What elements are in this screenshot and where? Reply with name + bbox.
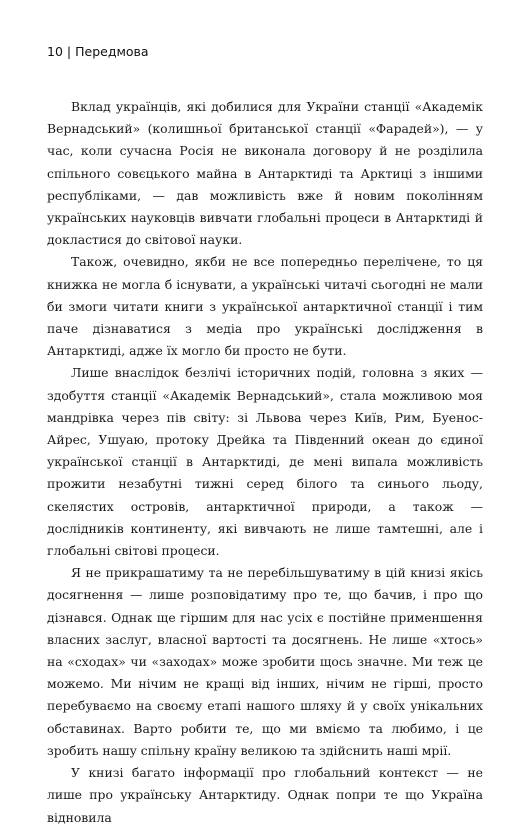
paragraph: Також, очевидно, якби не все попередньо перелічене, то ця книжка не могла б існувати, а українські читачі сьогодні не мали би змоги читати книги з української антарктичної станції і тим паче дізнаватися з медіа про українські дослідження в Антарктиді, адже їх могло би просто не бути. bbox=[47, 254, 483, 359]
section-title: Передмова bbox=[75, 44, 149, 59]
paragraph: Я не прикрашатиму та не перебільшуватиму в цій книзі якісь досягнення — лише розповідатиму про те, що бачив, і про що дізнався. Однак ще гіршим для нас усіх є постійне применшення власних заслуг, власної вартості та досягнень. Не лише «хтось» на «сходах» чи «заходах» може зробити щось значне. Ми теж це можемо. Ми нічим не кращі від інших, нічим не гірші, просто перебуваємо на своєму етапі нашого шляху й у своїх унікальних обставинах. Варто робити те, що ми вміємо та любимо, і це зробить нашу спільну країну великою та здійснить наші мрії. bbox=[47, 565, 483, 758]
header-separator: | bbox=[66, 44, 72, 59]
page-number: 10 bbox=[47, 44, 63, 59]
body-text bbox=[47, 96, 483, 829]
paragraph: У книзі багато інформації про глобальний контекст — не лише про українську Антарктиду. Однак попри те що Україна відновила bbox=[47, 765, 483, 825]
paragraph: Вклад українців, які добилися для України станції «Академік Вернадський» (колишньої британської станції «Фарадей»), — у час, коли сучасна Росія не виконала договору й не розділила спільного совєцького майна в Антарктиді та Арктиці з іншими республіками, — дав можливість вже й новим поколінням українських науковців вивчати глобальні процеси в Антарктиді й докластися до світової науки. bbox=[47, 99, 483, 248]
running-header bbox=[47, 44, 149, 59]
paragraph: Лише внаслідок безлічі історичних подій, головна з яких — здобуття станції «Академік Вернадський», стала можливою моя мандрівка через пів світу: зі Львова через Київ, Рим, Буенос-Айрес, Ушуаю, протоку Дрейка та Південний океан до єдиної української станції в Антарктиді, де мені випала можливість прожити незабутні тижні серед білого та синього льоду, скелястих островів, антарктичної природи, а також — дослідників континенту, які вивчають не лише тамтешні, але і глобальні світові процеси. bbox=[47, 365, 483, 559]
